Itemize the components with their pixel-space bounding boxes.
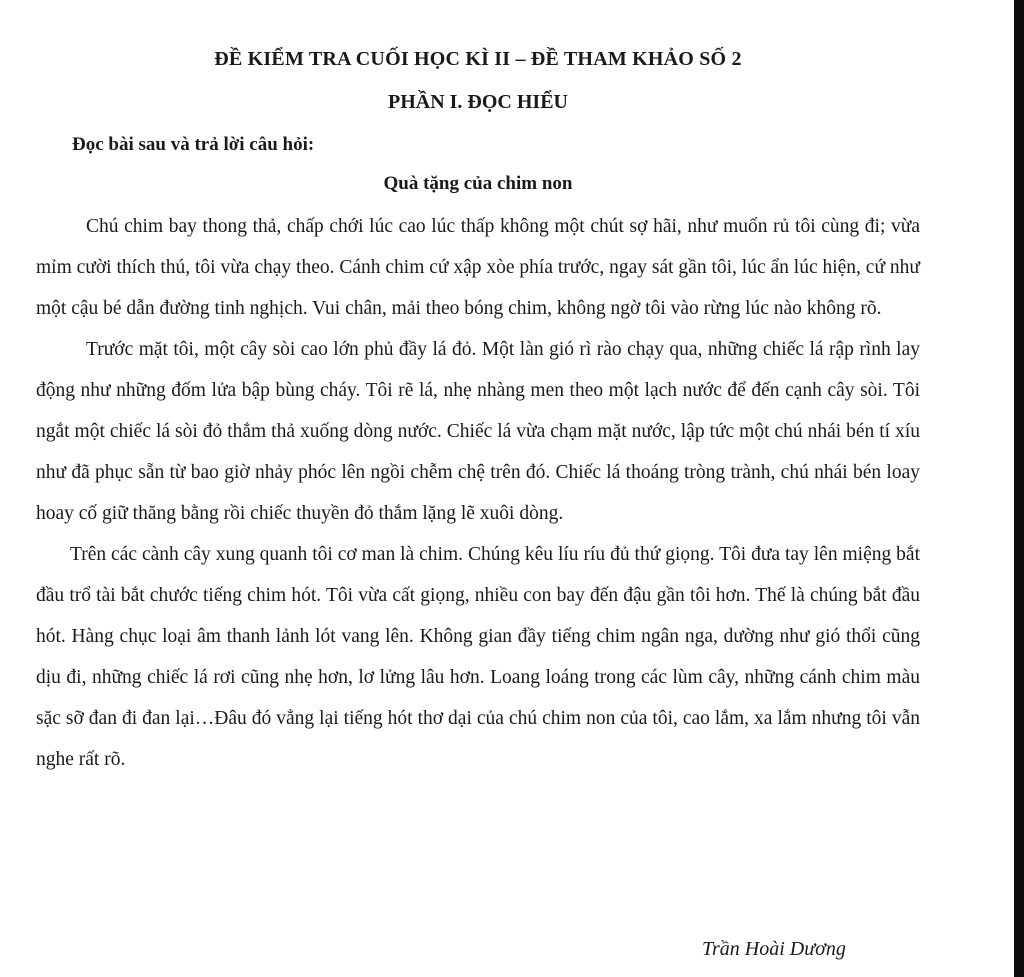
- instruction-text: Đọc bài sau và trả lời câu hỏi:: [72, 134, 315, 155]
- story-body: [36, 206, 920, 780]
- section-heading: PHẦN I. ĐỌC HIỂU: [387, 91, 568, 113]
- paragraph: Chú chim bay thong thả, chấp chới lúc cao lúc thấp không một chút sợ hãi, như muốn rủ tôi cùng đi; vừa mỉm cười thích thú, tôi vừa chạy theo. Cánh chim cứ xập xòe phía trước, ngay sát gần tôi, lúc ẩn lúc hiện, cứ như một cậu bé dẫn đường tinh nghịch. Vui chân, mải theo bóng chim, không ngờ tôi vào rừng lúc nào không rõ.: [36, 216, 920, 319]
- paragraph: Trên các cành cây xung quanh tôi cơ man là chim. Chúng kêu líu ríu đủ thứ giọng. Tôi đưa tay lên miệng bắt đầu trổ tài bắt chước tiếng chim hót. Tôi vừa cất giọng, nhiều con bay đến đậu gần tôi hơn. Thế là chúng bắt đầu hót. Hàng chục loại âm thanh lảnh lót vang lên. Không gian đầy tiếng chim ngân nga, dường như gió thổi cũng dịu đi, những chiếc lá rơi cũng nhẹ hơn, lơ lửng lâu hơn. Loang loáng trong các lùm cây, những cánh chim màu sặc sỡ đan đi đan lại…Đâu đó vẳng lại tiếng hót thơ dại của chú chim non của tôi, cao lắm, xa lắm nhưng tôi vẫn nghe rất rõ.: [36, 544, 920, 770]
- story-title: Quà tặng của chim non: [383, 173, 573, 194]
- paragraph: Trước mặt tôi, một cây sòi cao lớn phủ đầy lá đỏ. Một làn gió rì rào chạy qua, những chiếc lá rập rình lay động như những đốm lửa bập bùng cháy. Tôi rẽ lá, nhẹ nhàng men theo một lạch nước để đến cạnh cây sòi. Tôi ngắt một chiếc lá sòi đỏ thắm thả xuống dòng nước. Chiếc lá vừa chạm mặt nước, lập tức một chú nhái bén tí xíu như đã phục sẵn từ bao giờ nhảy phóc lên ngồi chễm chệ trên đó. Chiếc lá thoáng tròng trành, chú nhái bén loay hoay cố giữ thăng bằng rồi chiếc thuyền đỏ thắm lặng lẽ xuôi dòng.: [36, 339, 920, 524]
- document-page: [36, 0, 920, 977]
- exam-title: ĐỀ KIỂM TRA CUỐI HỌC KÌ II – ĐỀ THAM KHẢO SỐ 2: [214, 48, 742, 70]
- author-signature: Trần Hoài Dương: [702, 938, 846, 960]
- window-edge: [1014, 0, 1024, 977]
